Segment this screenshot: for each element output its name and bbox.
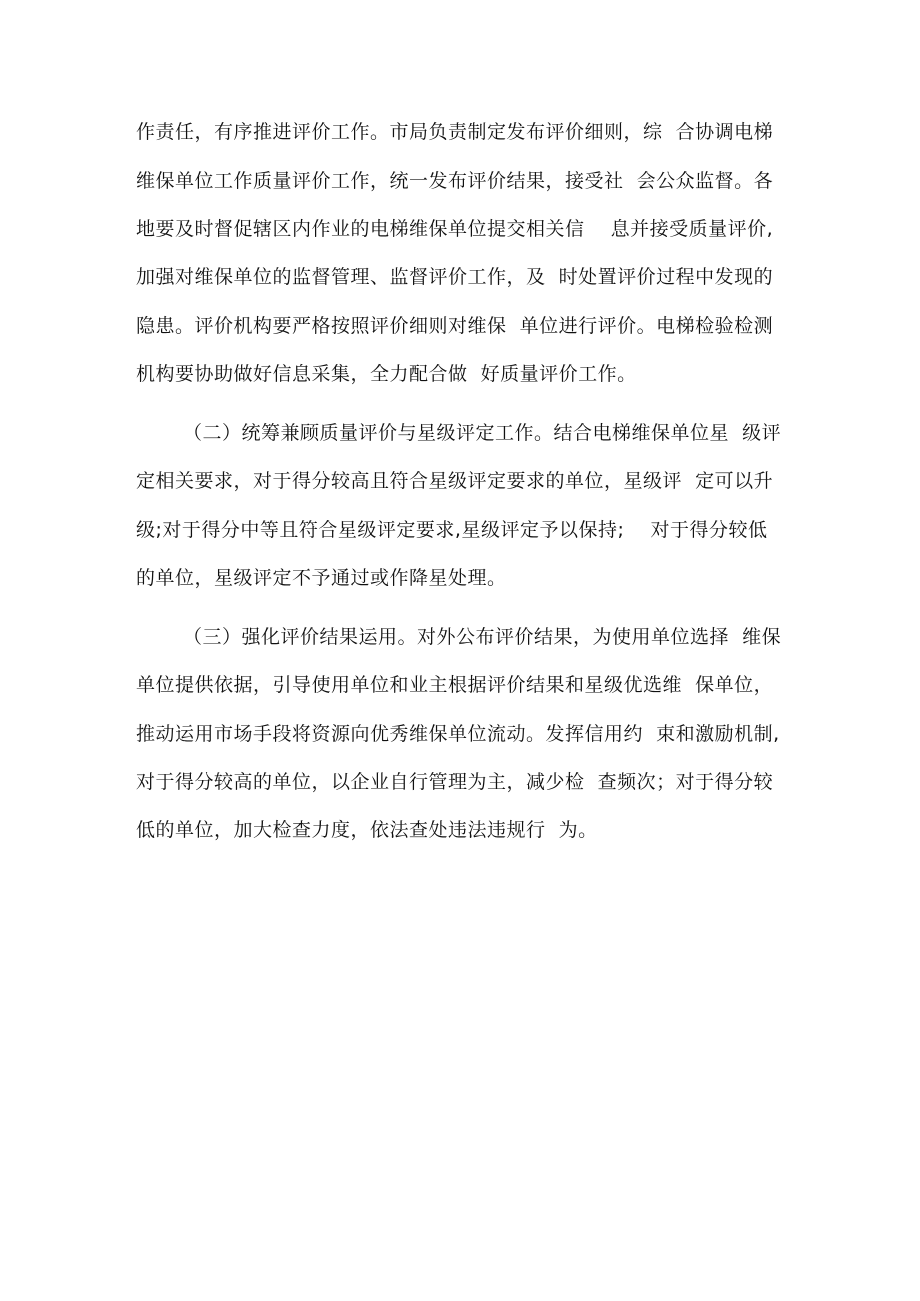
paragraph-3-line-2: 单位提供依据，引导使用单位和业主根据评价结果和星级优选维 保单位， <box>136 674 774 696</box>
paragraph-2-line-2: 定相关要求，对于得分较高且符合星级评定要求的单位，星级评 定可以升 <box>136 470 774 492</box>
paragraph-2-line-4: 的单位，星级评定不予通过或作降星处理。 <box>136 567 507 589</box>
paragraph-3-line-4: 对于得分较高的单位，以企业自行管理为主，减少检 查频次；对于得分较 <box>136 771 774 793</box>
paragraph-3-line-5: 低的单位，加大检查力度，依法查处违法违规行 为。 <box>136 819 598 841</box>
paragraph-1-line-3: 地要及时督促辖区内作业的电梯维保单位提交相关信 息并接受质量评价, <box>136 218 774 240</box>
paragraph-1-line-2: 维保单位工作质量评价工作，统一发布评价结果，接受社 会公众监督。各 <box>136 170 774 192</box>
paragraph-3-line-3: 推动运用市场手段将资源向优秀维保单位流动。发挥信用约 束和激励机制, <box>136 723 780 745</box>
paragraph-1-line-4: 加强对维保单位的监督管理、监督评价工作，及 时处置评价过程中发现的 <box>136 266 774 288</box>
paragraph-2-line-3: 级;对于得分中等且符合星级评定要求,星级评定予以保持; 对于得分较低 <box>136 519 768 541</box>
paragraph-1-line-6: 机构要协助做好信息采集，全力配合做 好质量评价工作。 <box>136 363 637 385</box>
paragraph-1-line-1: 作责任，有序推进评价工作。市局负责制定发布评价细则，综 合协调电梯 <box>136 121 774 143</box>
paragraph-2-line-1: （二）统筹兼顾质量评价与星级评定工作。结合电梯维保单位星 级评 <box>183 422 782 444</box>
paragraph-3-line-1: （三）强化评价结果运用。对外公布评价结果，为使用单位选择 维保 <box>183 626 782 648</box>
paragraph-1-line-5: 隐患。评价机构要严格按照评价细则对维保 单位进行评价。电梯检验检测 <box>136 315 774 337</box>
